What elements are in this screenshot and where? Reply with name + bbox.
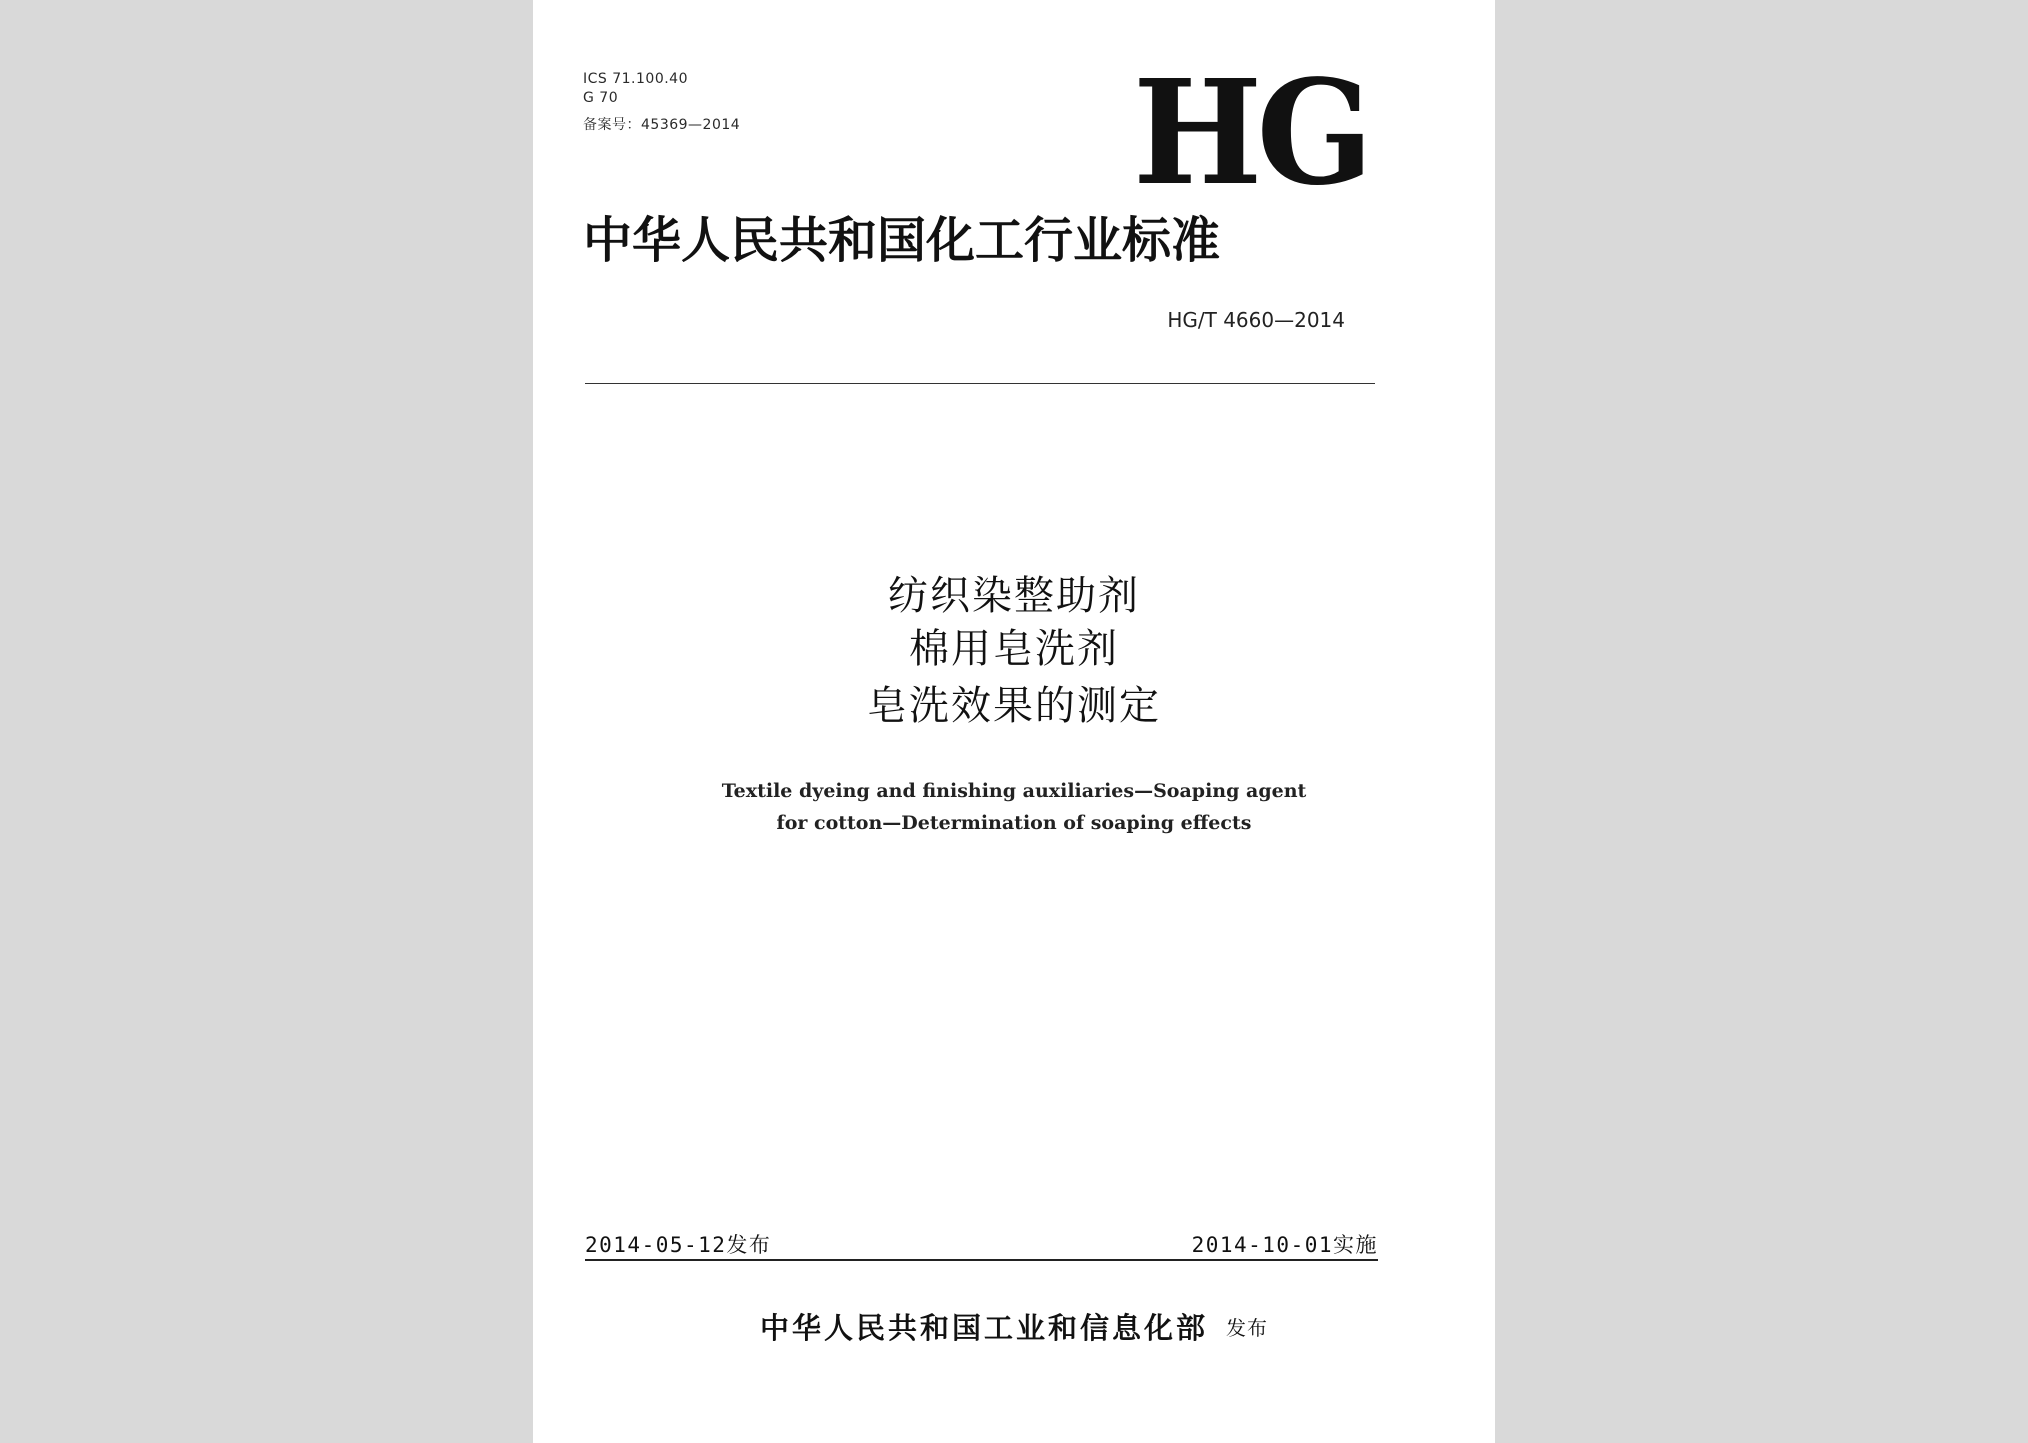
document-page [533,0,1495,1443]
english-title-line-1: Textile dyeing and finishing auxiliaries—Soaping agent [721,780,1307,802]
publisher-suffix: 发布 [1226,1316,1268,1340]
standard-category-title: 中华人民共和国化工行业标准 [583,211,1221,269]
standard-number: HG/T 4660—2014 [1167,308,1345,332]
english-title-line-2: for cotton—Determination of soaping effects [776,812,1252,834]
chinese-title-line-2: 棉用皂洗剂 [909,626,1119,672]
ccs-code: G 70 [583,90,619,106]
hg-logo: HG [1133,48,1368,217]
bottom-divider [585,1259,1378,1261]
top-divider [585,383,1375,384]
issue-date: 2014-05-12发布 [585,1233,772,1257]
ics-code: ICS 71.100.40 [583,71,688,87]
chinese-title-line-1: 纺织染整助剂 [888,573,1140,619]
publisher-line [533,1310,1495,1346]
effective-date: 2014-10-01实施 [1191,1233,1378,1257]
chinese-title-line-3: 皂洗效果的测定 [867,683,1161,729]
filing-number: 备案号：45369—2014 [583,117,741,133]
publisher-name: 中华人民共和国工业和信息化部 [759,1311,1208,1345]
